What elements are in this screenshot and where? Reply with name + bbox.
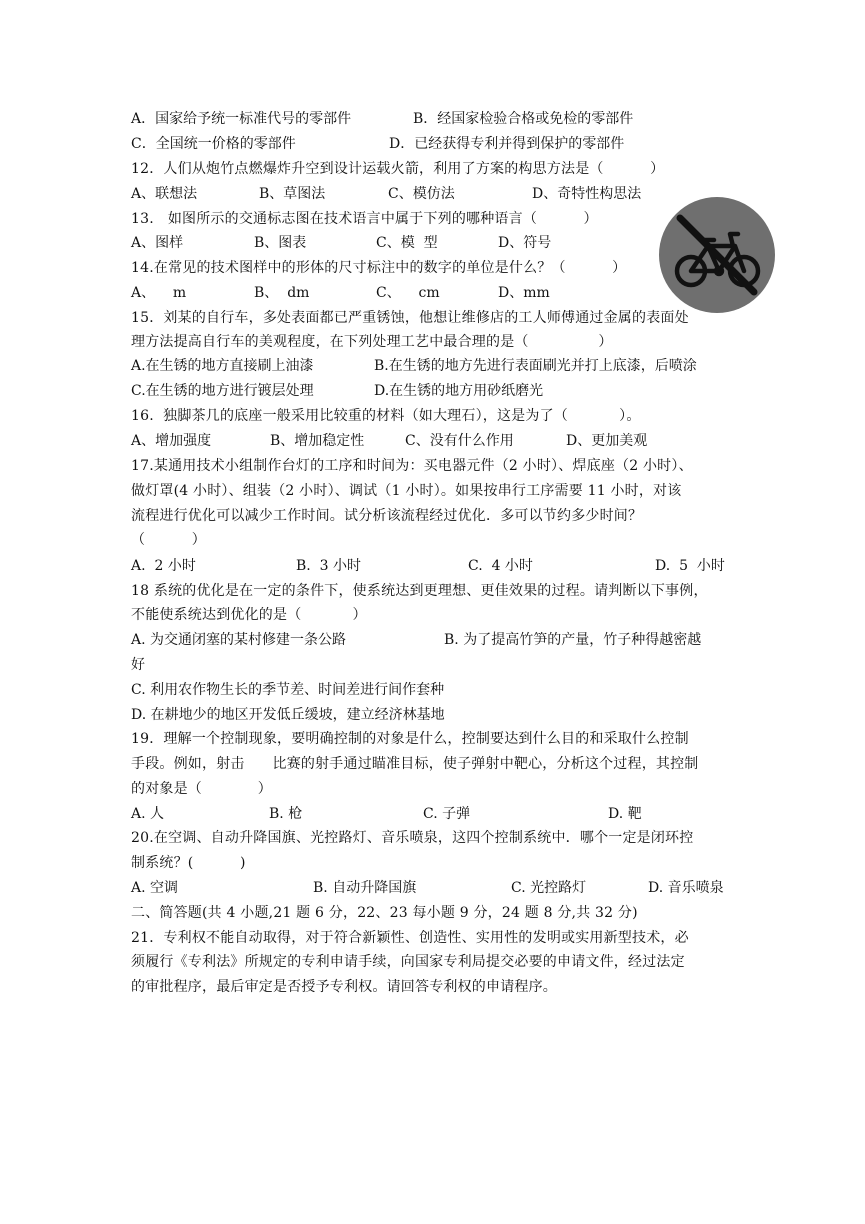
- q19-stem-line1: 19．理解一个控制现象，要明确控制的对象是什么，控制要达到什么目的和采取什么控制: [131, 731, 689, 747]
- q19-option-d: D. 靶: [608, 806, 642, 822]
- q11-option-d: D．已经获得专利并得到保护的零部件: [389, 136, 625, 152]
- q17-stem-line1: 17.某通用技术小组制作台灯的工序和时间为：买电器元件（2 小时）、焊底座（2 小时）、: [131, 458, 693, 474]
- q16-option-d: D、更加美观: [566, 433, 648, 449]
- q11-option-c: C．全国统一价格的零部件: [131, 136, 296, 152]
- q20-option-a: A. 空调: [131, 880, 179, 896]
- q14-option-a: A、 m: [131, 285, 187, 301]
- q15-option-a: A.在生锈的地方直接刷上油漆: [131, 358, 314, 374]
- q15-stem-line1: 15．刘某的自行车，多处表面都已严重锈蚀，他想让维修店的工人师傅通过金属的表面处: [131, 310, 689, 326]
- q18-stem-line2: 不能使系统达到优化的是（ ）: [131, 607, 367, 623]
- q14-stem: 14.在常见的技术图样中的形体的尺寸标注中的数字的单位是什么？（ ）: [131, 260, 627, 276]
- q11-option-b: B．经国家检验合格或免检的零部件: [413, 111, 634, 127]
- section2-heading: 二、简答题(共 4 小题,21 题 6 分，22、23 每小题 9 分，24 题 8 分,共 32 分): [131, 905, 638, 921]
- q18-stem-line1: 18 系统的优化是在一定的条件下，使系统达到更理想、更佳效果的过程。请判断以下事例，: [131, 583, 708, 599]
- q16-option-a: A、增加强度: [131, 433, 212, 449]
- q19-stem-line3: 的对象是（ ）: [131, 781, 273, 797]
- q21-stem-line1: 21．专利权不能自动取得，对于符合新颖性、创造性、实用性的发明或实用新型技术，必: [131, 930, 689, 946]
- q13-option-c: C、模 型: [376, 235, 438, 251]
- q12-option-a: A、联想法: [131, 186, 198, 202]
- q17-option-d: D. 5 小时: [655, 558, 725, 574]
- q18-option-a: A. 为交通闭塞的某村修建一条公路: [131, 632, 347, 648]
- q18-option-c: C. 利用农作物生长的季节差、时间差进行间作套种: [131, 682, 445, 698]
- q16-stem: 16. 独脚茶几的底座一般采用比较重的材料（如大理石），这是为了（ ）。: [131, 408, 641, 424]
- q21-stem-line3: 的审批程序，最后审定是否授予专利权。请回答专利权的申请程序。: [131, 979, 557, 995]
- q20-option-b: B. 自动升降国旗: [313, 880, 417, 896]
- q14-option-b: B、 dm: [254, 285, 310, 301]
- q12-stem: 12．人们从炮竹点燃爆炸升空到设计运载火箭，利用了方案的构思方法是（ ）: [131, 161, 665, 177]
- q20-option-d: D. 音乐喷泉: [648, 880, 724, 896]
- no-bicycle-sign-icon: [658, 196, 776, 314]
- q15-option-d: D.在生锈的地方用砂纸磨光: [374, 383, 544, 399]
- q17-stem-line2: 做灯罩(4 小时）、组装（2 小时）、调试（1 小时）。如果按串行工序需要 11 小时，对该: [131, 483, 682, 499]
- q21-stem-line2: 须履行《专利法》所规定的专利申请手续，向国家专利局提交必要的申请文件，经过法定: [131, 954, 685, 970]
- q12-option-b: B、草图法: [259, 186, 326, 202]
- q16-option-c: C、没有什么作用: [405, 433, 514, 449]
- q17-stem-line4: （ ）: [131, 532, 206, 548]
- q17-option-c: C. 4 小时: [468, 558, 533, 574]
- q19-option-a: A. 人: [131, 806, 165, 822]
- q13-option-b: B、图表: [254, 235, 307, 251]
- q18-option-b-continued: 好: [131, 657, 145, 673]
- q16-option-b: B、增加稳定性: [270, 433, 365, 449]
- q20-option-c: C. 光控路灯: [511, 880, 587, 896]
- q20-stem-line2: 制系统？( ): [131, 855, 246, 871]
- q15-option-c: C.在生锈的地方进行镀层处理: [131, 383, 314, 399]
- q14-option-d: D、mm: [498, 285, 550, 301]
- q18-option-b: B. 为了提高竹笋的产量，竹子种得越密越: [444, 632, 702, 648]
- q20-stem-line1: 20.在空调、自动升降国旗、光控路灯、音乐喷泉，这四个控制系统中．哪个一定是闭环控: [131, 830, 694, 846]
- q19-option-b: B. 枪: [269, 806, 303, 822]
- q14-option-c: C、 cm: [376, 285, 440, 301]
- q19-stem-line2: 手段。例如，射击 比赛的射手通过瞄准目标，使子弹射中靶心，分析这个过程，其控制: [131, 756, 699, 772]
- q15-option-b: B.在生锈的地方先进行表面刷光并打上底漆，后喷涂: [374, 358, 697, 374]
- q13-option-a: A、图样: [131, 235, 184, 251]
- q13-option-d: D、符号: [498, 235, 552, 251]
- q12-option-d: D、奇特性构思法: [532, 186, 642, 202]
- q17-option-a: A. 2 小时: [131, 558, 196, 574]
- q13-stem: 13. 如图所示的交通标志图在技术语言中属于下列的哪种语言（ ）: [131, 211, 598, 227]
- q18-option-d: D. 在耕地少的地区开发低丘缓坡，建立经济林基地: [131, 707, 445, 723]
- q19-option-c: C. 子弹: [423, 806, 471, 822]
- q11-option-a: A．国家给予统一标准代号的零部件: [131, 111, 352, 127]
- q12-option-c: C、模仿法: [388, 186, 455, 202]
- q17-stem-line3: 流程进行优化可以减少工作时间。试分析该流程经过优化．多可以节约多少时间？: [131, 508, 643, 524]
- q15-stem-line2: 理方法提高自行车的美观程度，在下列处理工艺中最合理的是（ ）: [131, 334, 613, 350]
- q17-option-b: B. 3 小时: [296, 558, 361, 574]
